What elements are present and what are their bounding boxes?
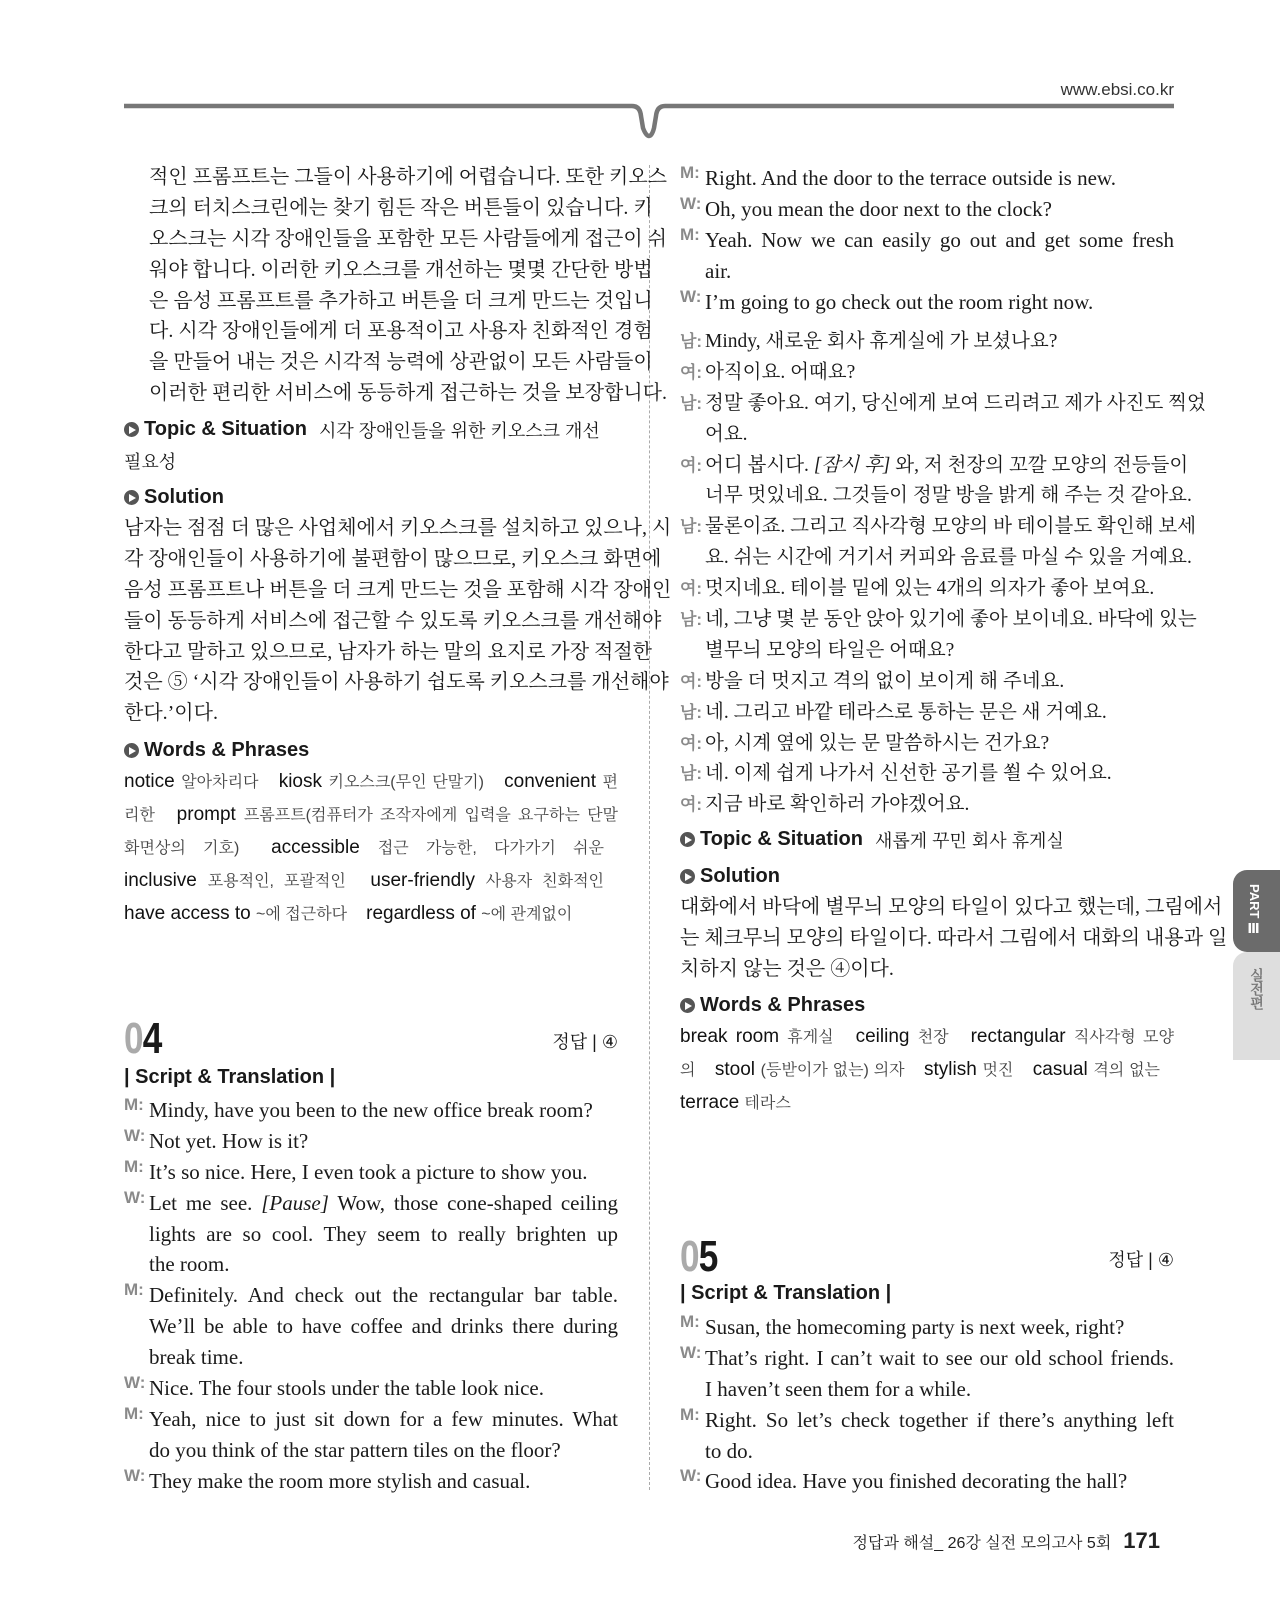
q05-script-heading: | Script & Translation | bbox=[680, 1282, 892, 1304]
text-line: Oh, you mean the door next to the clock? bbox=[705, 196, 1052, 221]
speaker-label: 남: bbox=[680, 393, 703, 413]
text-line: the room. bbox=[149, 1252, 230, 1277]
dialogue-line bbox=[680, 389, 1206, 451]
text-line: 대화에서 바닥에 별무늬 모양의 타일이 있다고 했는데, 그림에서 bbox=[680, 896, 1223, 918]
word-term: kiosk bbox=[278, 771, 329, 792]
stage-direction: [Pause] bbox=[261, 1190, 329, 1215]
word-meaning: 천장 bbox=[917, 1029, 949, 1046]
text-line: Yeah, nice to just sit down for a few minutes. What bbox=[149, 1406, 618, 1431]
word-meaning: 격의 없는 bbox=[1093, 1061, 1160, 1079]
play-bullet-icon bbox=[680, 869, 695, 884]
text-line: 은 음성 프롬프트를 추가하고 버튼을 더 크게 만드는 것입니 bbox=[149, 289, 653, 312]
speaker-label: W: bbox=[680, 286, 702, 306]
dialogue-line bbox=[124, 1373, 618, 1404]
page-number: 171 bbox=[1123, 1528, 1160, 1553]
speaker-label: M: bbox=[680, 224, 700, 244]
text-line: 오스크는 시각 장애인들을 포함한 모든 사람들에게 접근이 쉬 bbox=[149, 227, 667, 250]
q04-solution-heading bbox=[680, 861, 1174, 892]
speaker-label: W: bbox=[680, 1342, 702, 1362]
speaker-label: 여: bbox=[680, 455, 703, 475]
text-line: 네. 그리고 바깥 테라스로 통하는 문은 새 거예요. bbox=[705, 701, 1107, 723]
stage-direction: [잠시 후] bbox=[813, 454, 891, 476]
text-line: 는 체크무늬 모양의 타일이다. 따라서 그림에서 대화의 내용과 일 bbox=[680, 926, 1228, 949]
text-line: 치하지 않는 것은 ④이다. bbox=[680, 957, 894, 980]
q04-dialogue-en bbox=[124, 1095, 618, 1497]
text-line: 을 만들어 내는 것은 시각적 능력에 상관없이 모든 사람들이 bbox=[149, 351, 653, 374]
text-line: 물론이죠. 그리고 직사각형 모양의 바 테이블도 확인해 보세 bbox=[705, 516, 1197, 538]
word-meaning: 테라스 bbox=[744, 1094, 791, 1112]
dialogue-line bbox=[680, 358, 1174, 389]
dialogue-line bbox=[124, 1404, 618, 1466]
text-line: air. bbox=[705, 258, 732, 283]
word-meaning: 키오스크(무인 단말기) bbox=[328, 774, 484, 791]
text-line: 네. 이제 쉽게 나가서 신선한 공기를 쐴 수 있어요. bbox=[705, 763, 1112, 785]
dialogue-line bbox=[680, 1343, 1174, 1405]
word-term: have access to bbox=[124, 902, 257, 924]
text-line: Susan, the homecoming party is next week, right? bbox=[705, 1315, 1125, 1339]
text-line: We’ll be able to have coffee and drinks there during bbox=[149, 1314, 618, 1339]
text-line: Mindy, 새로운 회사 휴게실에 가 보셨나요? bbox=[705, 331, 1058, 352]
text-line: Not yet. How is it? bbox=[149, 1128, 309, 1153]
speaker-label: 여: bbox=[680, 795, 703, 815]
word-meaning: 알아차리다 bbox=[181, 774, 259, 791]
text-line: 이러한 편리한 서비스에 동등하게 접근하는 것을 보장합니다. bbox=[149, 382, 667, 405]
speaker-label: 여: bbox=[680, 579, 703, 599]
dialogue-line bbox=[124, 1280, 618, 1373]
q04-dialogue-en-continued bbox=[680, 163, 1174, 317]
word-term: prompt bbox=[176, 803, 244, 825]
text-line: Yeah. Now we can easily go out and get some fresh bbox=[705, 227, 1174, 252]
speaker-label: W: bbox=[124, 1465, 146, 1485]
text-line: 들이 동등하게 서비스에 접근할 수 있도록 키오스크를 개선해야 bbox=[124, 609, 662, 632]
word-meaning: 휴게실 bbox=[787, 1029, 834, 1046]
q05-header bbox=[680, 1232, 1174, 1282]
speaker-label: M: bbox=[124, 1095, 144, 1114]
header-rule bbox=[0, 0, 1280, 150]
speaker-label: 남: bbox=[680, 702, 703, 722]
text-line: 어디 봅시다. [잠시 후] 와, 저 천장의 꼬깔 모양의 전등들이 bbox=[705, 454, 1189, 476]
speaker-label: W: bbox=[124, 1373, 146, 1393]
word-meaning: 직사각형 모양의 bbox=[680, 1029, 1174, 1079]
text-line: I haven’t seen them for a while. bbox=[705, 1376, 972, 1401]
text-line: 요. 쉬는 시간에 거기서 커피와 음료를 마실 수 있을 거예요. bbox=[705, 547, 1192, 569]
dialogue-line bbox=[680, 194, 1174, 225]
speaker-label: M: bbox=[124, 1280, 144, 1300]
text-line: Right. And the door to the terrace outside is new. bbox=[705, 166, 1116, 190]
dialogue-line bbox=[680, 574, 1174, 605]
topic-label: Topic & Situation bbox=[144, 418, 307, 440]
q04-solution-paragraph bbox=[680, 892, 1228, 985]
dialogue-line bbox=[124, 1188, 618, 1281]
speaker-label: 여: bbox=[680, 362, 703, 382]
text-line: 한다.’이다. bbox=[124, 702, 218, 725]
text-line: I’m going to go check out the room right now. bbox=[705, 289, 1094, 314]
part-tab-label: PART Ⅲ bbox=[1247, 884, 1262, 938]
speaker-label: W: bbox=[680, 1466, 702, 1486]
speaker-label: 남: bbox=[680, 610, 703, 630]
q04-script-heading: | Script & Translation | bbox=[124, 1066, 336, 1088]
q04-header bbox=[124, 1014, 618, 1064]
word-meaning: ~에 접근하다 bbox=[256, 905, 348, 923]
word-term: ceiling bbox=[855, 1026, 918, 1047]
text-line: 남자는 점점 더 많은 사업체에서 키오스크를 설치하고 있으나, 시 bbox=[124, 517, 672, 539]
text-line: 너무 멋있네요. 그것들이 정말 방을 밝게 해 주는 것 같아요. bbox=[705, 485, 1192, 507]
word-term: notice bbox=[124, 771, 182, 792]
text-line: 지금 바로 확인하러 가야겠어요. bbox=[705, 794, 970, 816]
speaker-label: M: bbox=[680, 163, 700, 182]
section-tab-label: 실전편 bbox=[1249, 968, 1265, 1010]
dialogue-line bbox=[124, 1466, 618, 1497]
word-term: casual bbox=[1032, 1058, 1094, 1080]
speaker-label: 여: bbox=[680, 671, 703, 691]
dialogue-line bbox=[680, 667, 1174, 698]
word-term: convenient bbox=[504, 771, 603, 792]
text-line: do you think of the star pattern tiles on the floor? bbox=[149, 1437, 561, 1462]
text-line: 것은 ⑤ ‘시각 장애인들이 사용하기 쉽도록 키오스크를 개선해야 bbox=[124, 671, 669, 694]
word-meaning: 사용자 친화적인 bbox=[485, 872, 604, 890]
play-bullet-icon bbox=[680, 832, 695, 847]
word-meaning: 프롬프트(컴퓨터가 조작자에게 입력을 요구하는 단말 화면상의 기호) bbox=[124, 806, 618, 857]
text-line: break time. bbox=[149, 1345, 244, 1370]
q03-topic bbox=[124, 414, 618, 478]
text-line: lights are so cool. They seem to really brighten up bbox=[149, 1221, 618, 1246]
play-bullet-icon bbox=[124, 743, 139, 758]
speaker-label: M: bbox=[680, 1404, 700, 1424]
word-term: regardless of bbox=[366, 902, 482, 924]
q04-words-heading bbox=[680, 990, 1174, 1021]
text-line: 한다고 말하고 있으므로, 남자가 하는 말의 요지로 가장 적절한 bbox=[124, 640, 652, 663]
word-meaning: 포용적인, 포괄적인 bbox=[207, 872, 346, 890]
q03-words-list bbox=[124, 766, 618, 931]
word-term: rectangular bbox=[970, 1026, 1074, 1047]
text-line: Nice. The four stools under the table look nice. bbox=[149, 1376, 545, 1401]
word-term: terrace bbox=[680, 1091, 745, 1113]
dialogue-line bbox=[680, 1312, 1174, 1343]
q05-dialogue-en bbox=[680, 1312, 1174, 1497]
text-line: 음성 프롬프트나 버튼을 더 크게 만드는 것을 포함해 시각 장애인 bbox=[124, 578, 672, 601]
text-line: 아직이요. 어때요? bbox=[705, 361, 856, 383]
text-line: 각 장애인들이 사용하기에 불편함이 많으므로, 키오스크 화면에 bbox=[124, 547, 662, 570]
dialogue-line bbox=[680, 287, 1174, 318]
speaker-label: M: bbox=[680, 1312, 700, 1331]
speaker-label: 여: bbox=[680, 733, 703, 753]
word-term: inclusive bbox=[124, 869, 208, 891]
words-label: Words & Phrases bbox=[144, 739, 310, 761]
text-line: It’s so nice. Here, I even took a picture to show you. bbox=[149, 1159, 588, 1184]
text-line: Right. So let’s check together if there’s anything left bbox=[705, 1407, 1174, 1432]
dialogue-line bbox=[124, 1157, 618, 1188]
text-line: 크의 터치스크린에는 찾기 힘든 작은 버튼들이 있습니다. 키 bbox=[149, 196, 653, 219]
dialogue-line bbox=[124, 1095, 618, 1126]
speaker-label: M: bbox=[124, 1156, 144, 1176]
dialogue-line bbox=[680, 790, 1174, 821]
answer-label: 정답 | ④ bbox=[1108, 1250, 1174, 1270]
q04-words-list bbox=[680, 1021, 1174, 1120]
dialogue-line bbox=[124, 1126, 618, 1157]
dialogue-line bbox=[680, 1466, 1174, 1497]
text-line: That’s right. I can’t wait to see our old school friends. bbox=[705, 1345, 1174, 1370]
word-meaning: ~에 관계없이 bbox=[481, 905, 573, 923]
word-term: stylish bbox=[924, 1058, 983, 1080]
dialogue-line bbox=[680, 512, 1197, 574]
text-line: 별무늬 모양의 타일은 어때요? bbox=[705, 639, 955, 661]
text-line: 멋지네요. 테이블 밑에 있는 4개의 의자가 좋아 보여요. bbox=[705, 578, 1155, 600]
word-term: accessible bbox=[271, 836, 378, 858]
q04-dialogue-ko bbox=[680, 327, 1206, 821]
dialogue-line bbox=[680, 605, 1197, 667]
solution-label: Solution bbox=[700, 865, 780, 887]
dialogue-line bbox=[680, 327, 1174, 358]
text-line: 네, 그냥 몇 분 동안 앉아 있기에 좋아 보이네요. 바닥에 있는 bbox=[705, 609, 1197, 631]
text-line: to do. bbox=[705, 1438, 753, 1463]
dialogue-line bbox=[680, 1405, 1174, 1467]
dialogue-line bbox=[680, 759, 1174, 790]
text-line: 방을 더 멋지고 격의 없이 보이게 해 주네요. bbox=[705, 670, 1065, 692]
q04-topic bbox=[680, 824, 1174, 855]
section-tab[interactable] bbox=[1233, 952, 1280, 1060]
q03-words-heading bbox=[124, 735, 618, 766]
text-line: 워야 합니다. 이러한 키오스크를 개선하는 몇몇 간단한 방법 bbox=[149, 258, 653, 281]
answer-label: 정답 | ④ bbox=[552, 1032, 618, 1052]
text-line: Mindy, have you been to the new office break room? bbox=[149, 1098, 593, 1122]
dialogue-line bbox=[680, 163, 1174, 194]
dialogue-line bbox=[680, 729, 1174, 760]
page-footer bbox=[853, 1528, 1160, 1554]
speaker-label: M: bbox=[124, 1403, 144, 1423]
solution-label: Solution bbox=[144, 486, 224, 508]
q03-solution-paragraph bbox=[124, 513, 672, 729]
q03-solution-heading bbox=[124, 482, 618, 513]
text-line: 다. 시각 장애인들에게 더 포용적이고 사용자 친화적인 경험 bbox=[149, 320, 653, 343]
dialogue-line bbox=[680, 225, 1174, 287]
q03-intro-paragraph bbox=[124, 162, 667, 409]
words-label: Words & Phrases bbox=[700, 994, 866, 1016]
site-url: www.ebsi.co.kr bbox=[1060, 80, 1174, 99]
topic-value: 시각 장애인들을 위한 키오스크 개선 필요성 bbox=[124, 421, 600, 472]
word-meaning: 편리한 bbox=[124, 774, 618, 824]
play-bullet-icon bbox=[124, 422, 139, 437]
text-line: They make the room more stylish and casual. bbox=[149, 1468, 531, 1493]
play-bullet-icon bbox=[680, 998, 695, 1013]
text-line: Good idea. Have you finished decorating the hall? bbox=[705, 1469, 1128, 1494]
speaker-label: W: bbox=[124, 1187, 146, 1207]
topic-label: Topic & Situation bbox=[700, 828, 863, 850]
speaker-label: 남: bbox=[680, 332, 703, 351]
topic-value: 새롭게 꾸민 회사 휴게실 bbox=[874, 830, 1064, 851]
text-line: 어요. bbox=[705, 423, 748, 445]
word-term: stool bbox=[714, 1058, 761, 1080]
word-meaning: 멋진 bbox=[982, 1061, 1014, 1079]
speaker-label: 남: bbox=[680, 517, 703, 537]
dialogue-line bbox=[680, 451, 1192, 513]
speaker-label: W: bbox=[680, 193, 702, 213]
word-meaning: 접근 가능한, 다가가기 쉬운 bbox=[377, 839, 604, 857]
word-meaning: (등받이가 없는) 의자 bbox=[760, 1061, 905, 1079]
footer-label: 정답과 해설_ 26강 실전 모의고사 5회 bbox=[852, 1535, 1112, 1552]
text-line: Let me see. [Pause] Wow, those cone-shaped ceiling bbox=[149, 1190, 619, 1215]
text-line: 적인 프롬프트는 그들이 사용하기에 어렵습니다. 또한 키오스 bbox=[149, 166, 667, 188]
word-term: break room bbox=[680, 1026, 788, 1047]
word-term: user-friendly bbox=[370, 869, 486, 891]
question-number: 04 bbox=[124, 1014, 162, 1063]
text-line: 아, 시계 옆에 있는 문 말씀하시는 건가요? bbox=[705, 732, 1050, 754]
question-number: 05 bbox=[680, 1232, 718, 1281]
text-line: 정말 좋아요. 여기, 당신에게 보여 드리려고 제가 사진도 찍었 bbox=[705, 392, 1206, 414]
play-bullet-icon bbox=[124, 490, 139, 505]
part-tab[interactable] bbox=[1233, 870, 1280, 952]
dialogue-line bbox=[680, 698, 1174, 729]
text-line: Definitely. And check out the rectangular bar table. bbox=[149, 1283, 618, 1308]
speaker-label: W: bbox=[124, 1125, 146, 1145]
speaker-label: 남: bbox=[680, 764, 703, 784]
